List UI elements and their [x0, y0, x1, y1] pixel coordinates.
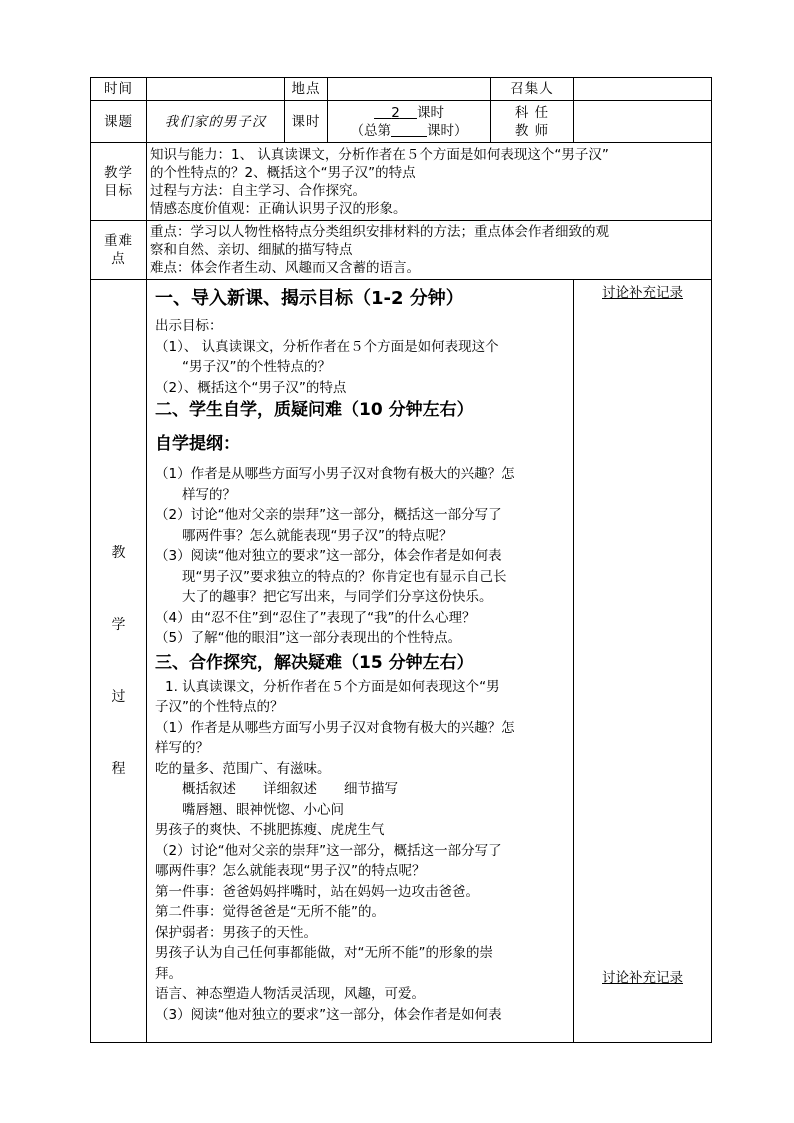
- period-number: 2: [391, 104, 400, 121]
- topic-row: [91, 101, 712, 143]
- outline-line: （5）了解“他的眼泪”这一部分表现出的个性特点。: [155, 630, 462, 646]
- section3-title: 三、合作探究，解决疑难（15 分钟左右）: [155, 652, 474, 673]
- period-unit: 课时: [416, 104, 444, 121]
- section2-title: 二、学生自学，质疑问难（10 分钟左右）: [155, 400, 474, 420]
- section3-line: 吃的量多、范围广、有滋味。: [155, 760, 331, 777]
- section3-line: （3）阅读“他对独立的要求”这一部分，体会作者是如何表: [155, 1006, 502, 1023]
- outline-line: （3）阅读“他对独立的要求”这一部分，体会作者是如何表: [155, 548, 502, 564]
- outline-line: （4）由“忍不住”到“忍住了”表现了“我”的什么心理？: [155, 609, 476, 626]
- convener-label: 召集人: [491, 78, 574, 101]
- teacher-label-line1: 科 任: [514, 104, 550, 121]
- time-value[interactable]: [147, 78, 285, 101]
- objective-line: 知识与能力：1、 认真读课文，分析作者在５个方面是如何表现这个“男子汉”: [150, 146, 609, 163]
- teacher-value[interactable]: [574, 101, 712, 143]
- outline-line: 哪两件事？怎么就能表现“男子汉”的特点呢？: [182, 527, 453, 544]
- header-row: [91, 78, 712, 101]
- objectives-label-line1: 教学: [104, 164, 133, 181]
- discussion-notes-label-top: 讨论补充记录: [602, 285, 683, 301]
- key-points-content: [147, 221, 712, 280]
- outline-line: （1）作者是从哪些方面写小男子汉对食物有极大的兴趣？怎: [155, 466, 515, 482]
- section3-line: 保护弱者：男孩子的天性。: [155, 924, 317, 941]
- section1-title: 一、导入新课、揭示目标（1-2 分钟）: [155, 288, 464, 309]
- process-label-char: 学: [111, 617, 126, 633]
- section3-line: （2）讨论“他对父亲的崇拜”这一部分，概括这一部分写了: [155, 842, 502, 859]
- teacher-label-line2: 教 师: [514, 122, 550, 139]
- key-points-label-line1: 重难: [104, 233, 133, 249]
- section1-line: “男子汉”的个性特点的？: [182, 359, 331, 375]
- section1-line: 出示目标：: [155, 318, 223, 334]
- discussion-notes-column: [574, 280, 712, 1043]
- key-point-line: 难点：体会作者生动、风趣而又含蓄的语言。: [150, 260, 420, 276]
- total-prefix: （总第: [350, 122, 391, 139]
- discussion-notes-label-bottom: 讨论补充记录: [602, 970, 683, 986]
- convener-value[interactable]: [574, 78, 712, 101]
- objective-line: 情感态度价值观：正确认识男子汉的形象。: [150, 200, 407, 217]
- key-point-line: 察和自然、亲切、细腻的描写特点: [150, 242, 353, 258]
- objective-line: 的个性特点的？2、概括这个“男子汉”的特点: [150, 164, 416, 181]
- place-value[interactable]: [328, 78, 491, 101]
- section3-line: 哪两件事？怎么就能表现“男子汉”的特点呢？: [155, 863, 426, 879]
- key-points-row: [91, 221, 712, 280]
- section3-line: 子汉”的个性特点的？: [155, 699, 284, 715]
- section3-line: 嘴唇翘、眼神恍惚、小心问: [182, 801, 344, 818]
- topic-label: 课题: [91, 101, 147, 143]
- section3-line: 样写的？: [155, 740, 209, 756]
- objectives-label: [91, 143, 147, 221]
- place-label: 地点: [285, 78, 328, 101]
- section3-line: 男孩子认为自己任何事都能做，对“无所不能”的形象的崇: [155, 945, 493, 961]
- section3-line: 概括叙述 详细叙述 细节描写: [182, 781, 398, 797]
- outline-line: 现“男子汉”要求独立的特点的？你肯定也有显示自己长: [182, 568, 507, 585]
- lesson-plan-table: [90, 77, 712, 1043]
- process-label: [91, 280, 147, 1043]
- topic-value: 我们家的男子汉: [147, 101, 285, 143]
- section3-line: （1）作者是从哪些方面写小男子汉对食物有极大的兴趣？怎: [155, 719, 515, 736]
- time-label: 时间: [91, 78, 147, 101]
- process-content: [147, 280, 574, 1043]
- objectives-label-line2: 目标: [104, 182, 133, 199]
- process-label-char: 程: [111, 761, 126, 777]
- outline-line: 大了的趣事？把它写出来，与同学们分享这份快乐。: [182, 589, 493, 605]
- process-row: [91, 280, 712, 1043]
- period-label: 课时: [285, 101, 328, 143]
- process-label-char: 过: [111, 689, 126, 705]
- total-blank[interactable]: [391, 124, 427, 137]
- key-point-line: 重点：学习以人物性格特点分类组织安排材料的方法；重点体会作者细致的观: [150, 224, 609, 240]
- period-cell: [328, 101, 491, 143]
- outline-line: 样写的？: [182, 486, 236, 503]
- section3-line: 1. 认真读课文，分析作者在５个方面是如何表现这个“男: [165, 678, 500, 695]
- teacher-label: [491, 101, 574, 143]
- section3-line: 拜。: [155, 965, 182, 982]
- section3-line: 语言、神态塑造人物活灵活现，风趣，可爱。: [155, 986, 425, 1002]
- objectives-content: [147, 143, 712, 221]
- section1-line: （1）、 认真读课文，分析作者在５个方面是如何表现这个: [155, 338, 499, 355]
- key-points-label-line2: 点: [111, 251, 126, 267]
- section3-line: 第二件事：觉得爸爸是“无所不能”的。: [155, 904, 385, 920]
- section3-line: 男孩子的爽快、不挑肥拣瘦、虎虎生气: [155, 822, 385, 838]
- section1-line: （2）、概括这个“男子汉”的特点: [155, 379, 347, 396]
- objectives-row: [91, 143, 712, 221]
- outline-line: （2）讨论“他对父亲的崇拜”这一部分，概括这一部分写了: [155, 507, 502, 523]
- process-label-char: 教: [111, 545, 126, 561]
- total-suffix: 课时）: [427, 122, 468, 139]
- objective-line: 过程与方法：自主学习、合作探究。: [150, 182, 366, 199]
- outline-title: 自学提纲：: [155, 434, 240, 454]
- key-points-label: [91, 221, 147, 280]
- section3-line: 第一件事：爸爸妈妈拌嘴时，站在妈妈一边攻击爸爸。: [155, 883, 479, 900]
